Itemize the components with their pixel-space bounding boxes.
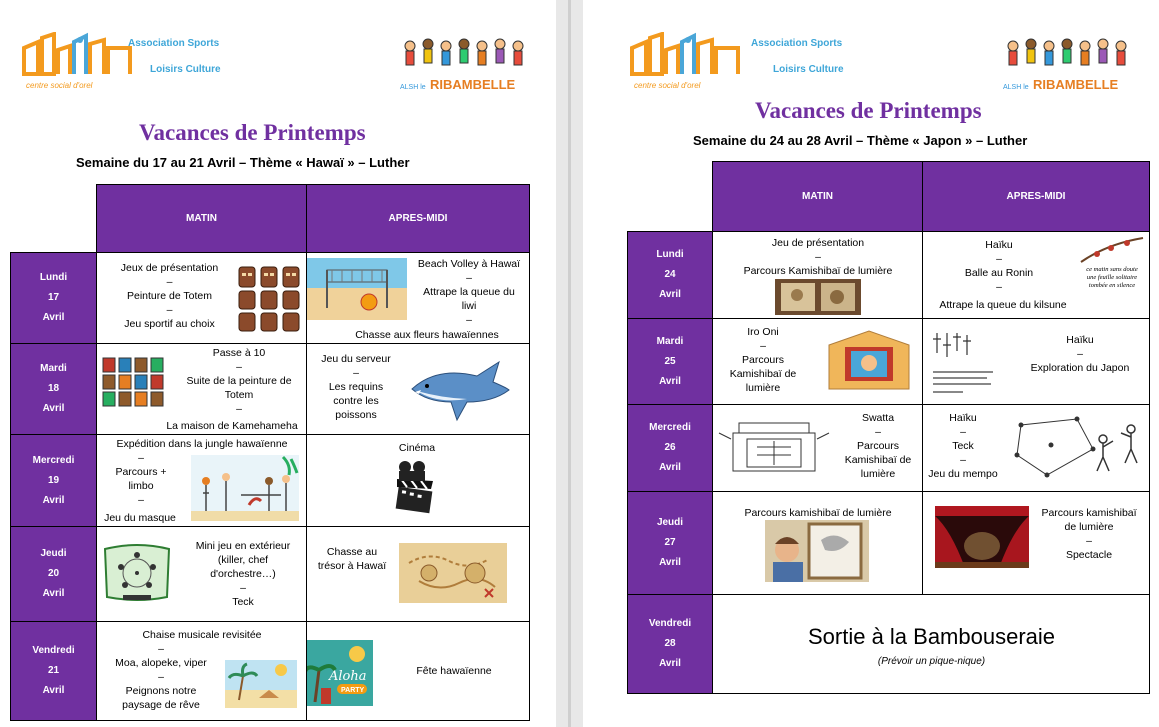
apres-mardi: Jeu du serveur – Les requins contre les poissons: [307, 344, 530, 435]
day-jeudi: Jeudi 20 Avril: [11, 527, 97, 622]
centre-social-logo: [628, 32, 743, 92]
association-line2: Loisirs Culture: [773, 64, 844, 75]
day-mercredi: Mercredi 19 Avril: [11, 435, 97, 527]
header-apres-midi: APRES-MIDI: [923, 162, 1150, 232]
header-apres-midi: APRES-MIDI: [307, 185, 530, 253]
ribambelle-logo: [1001, 34, 1133, 92]
association-name: [751, 37, 844, 76]
association-name: [128, 37, 221, 76]
page-subtitle: Semaine du 24 au 28 Avril – Thème « Japon » – Luther: [693, 133, 1028, 148]
shark-illustration: [407, 354, 512, 424]
matin-mardi: Iro Oni – Parcours Kamishibaï de lumière: [713, 319, 923, 405]
japanese-theatre-drawing: [717, 419, 831, 475]
limbo-party-illustration: [191, 455, 299, 521]
kamishibai-photo: [775, 279, 861, 315]
schedule-table: [627, 161, 1150, 694]
svg-text:PARTY: PARTY: [341, 687, 365, 694]
game-diagram-players: [1007, 415, 1147, 481]
day-mercredi: Mercredi 26 Avril: [628, 405, 713, 492]
centre-social-logo: [20, 32, 135, 92]
matin-lundi: Jeu de présentation – Parcours Kamishibaï de lumière: [713, 232, 923, 319]
association-line1: Association Sports: [128, 38, 220, 49]
page-gap: [556, 0, 583, 727]
svg-text:RIBAMBELLE: RIBAMBELLE: [430, 77, 516, 92]
beach-volley-illustration: [307, 258, 407, 320]
svg-text:Aloha: Aloha: [329, 669, 367, 684]
table-corner: [628, 162, 713, 232]
ribambelle-logo: [398, 34, 530, 92]
svg-text:ALSH le: ALSH le: [1003, 84, 1029, 91]
association-line1: Association Sports: [751, 38, 843, 49]
tiki-totems-illustration: [101, 356, 167, 408]
sortie-note: (Prévoir un pique-nique): [877, 656, 986, 667]
ball-game-diagram: [101, 541, 173, 603]
apres-jeudi: Chasse au trésor à Hawaï: [307, 527, 530, 622]
day-jeudi: Jeudi 27 Avril: [628, 492, 713, 595]
matin-mercredi: Expédition dans la jungle hawaïenne – Parcours + limbo – Jeu du masque: [97, 435, 307, 527]
haiku-card: ce matin sans doute une feuille solitaire tombée en silence: [1077, 234, 1147, 314]
day-vendredi: Vendredi 28 Avril: [628, 595, 713, 694]
day-mardi: Mardi 18 Avril: [11, 344, 97, 435]
apres-mardi: Haïku – Exploration du Japon: [923, 319, 1150, 405]
page-title: Vacances de Printemps: [139, 120, 366, 145]
page-japon: [583, 0, 1159, 727]
table-corner: [11, 185, 97, 253]
page-title: Vacances de Printemps: [755, 98, 982, 123]
svg-text:centre social d'orel: centre social d'orel: [26, 81, 93, 90]
apres-lundi: Haïku – Balle au Ronin – Attrape la queue du kilsune ce matin sans doute une feuille solitaire tombée en silence: [923, 232, 1150, 319]
aloha-party-illustration: [307, 640, 373, 706]
sortie-vendredi: [713, 595, 1150, 694]
apres-mercredi: Cinéma: [307, 435, 530, 527]
red-curtain-stage-illustration: [935, 506, 1029, 568]
matin-mardi: Passe à 10 – Suite de la peinture de Totem – La maison de Kamehameha: [97, 344, 307, 435]
svg-text:ALSH le: ALSH le: [400, 84, 426, 91]
matin-mercredi: Swatta – Parcours Kamishibaï de lumière: [713, 405, 923, 492]
treasure-map-illustration: [399, 543, 507, 603]
page-subtitle: Semaine du 17 au 21 Avril – Thème « Hawaï » – Luther: [76, 155, 410, 170]
tiki-masks-illustration: [237, 265, 301, 333]
apres-lundi: Beach Volley à Hawaï – Attrape la queue du liwi – Chasse aux fleurs hawaïennes: [307, 253, 530, 344]
cinema-icon: [391, 459, 443, 515]
matin-jeudi: Mini jeu en extérieur (killer, chef d'orchestre…) – Teck: [97, 527, 307, 622]
day-lundi: Lundi 24 Avril: [628, 232, 713, 319]
matin-lundi: Jeux de présentation – Peinture de Totem – Jeu sportif au choix: [97, 253, 307, 344]
schedule-table: [10, 184, 530, 721]
matin-vendredi: Chaise musicale revisitée – Moa, alopeke, viper – Peignons notre paysage de rêve: [97, 622, 307, 721]
svg-text:centre social d'orel: centre social d'orel: [634, 81, 701, 90]
kamishibai-theatre-illustration: [823, 329, 915, 393]
day-vendredi: Vendredi 21 Avril: [11, 622, 97, 721]
page-hawai: [0, 0, 556, 727]
association-line2: Loisirs Culture: [150, 64, 221, 75]
kamishibai-child-photo: [765, 520, 869, 582]
sortie-title: Sortie à la Bambouseraie: [807, 624, 1056, 649]
header-matin: MATIN: [713, 162, 923, 232]
day-lundi: Lundi 17 Avril: [11, 253, 97, 344]
svg-text:RIBAMBELLE: RIBAMBELLE: [1033, 77, 1119, 92]
day-mardi: Mardi 25 Avril: [628, 319, 713, 405]
matin-jeudi: Parcours kamishibaï de lumière: [713, 492, 923, 595]
haiku-paper-illustration: [927, 327, 1005, 397]
beach-landscape-illustration: [225, 660, 297, 708]
header-matin: MATIN: [97, 185, 307, 253]
apres-vendredi: Aloha PARTY Fête hawaïenne: [307, 622, 530, 721]
apres-jeudi: Parcours kamishibaï de lumière – Spectacle: [923, 492, 1150, 595]
apres-mercredi: Haïku – Teck – Jeu du mempo: [923, 405, 1150, 492]
